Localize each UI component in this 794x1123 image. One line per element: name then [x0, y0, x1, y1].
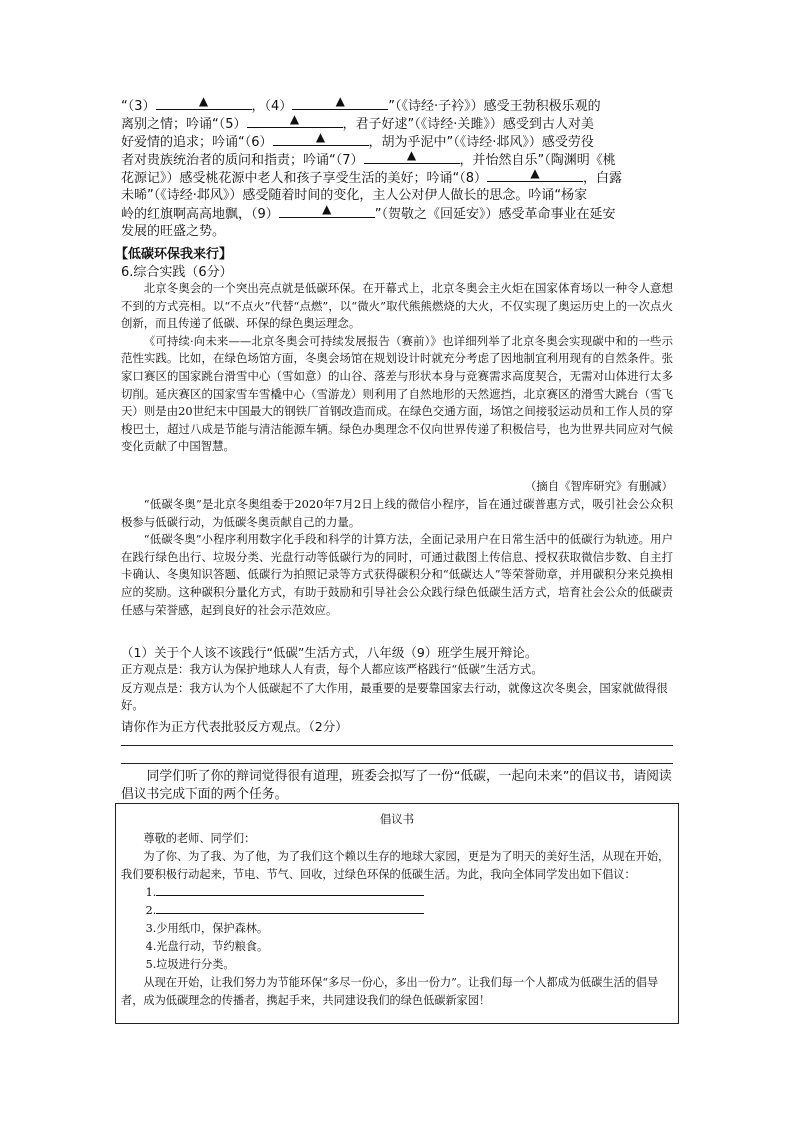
- proposal-body: [121, 830, 673, 1010]
- proposal-title: 倡议书: [379, 812, 415, 826]
- answer-blank-7[interactable]: [364, 148, 460, 164]
- poem-line-2: [121, 112, 681, 134]
- sub-question-1: （1）关于个人该不该践行“低碳”生活方式，八年级（9）班学生展开辩论。: [121, 645, 538, 660]
- proposal-fill-blank-1[interactable]: [156, 884, 424, 896]
- poem-text: ”（贺敬之《回延安》）感受革命事业在延安: [374, 207, 616, 222]
- poem-text: ”（《诗经·子衿》）感受王勃积极乐观的: [388, 99, 601, 114]
- answer-blank-6[interactable]: [273, 130, 369, 146]
- poem-text: ，胡为乎泥中”（《诗经·邶风》）感受劳役: [368, 135, 594, 150]
- answer-blank-3[interactable]: [156, 94, 252, 110]
- poem-text: 好爱情的追求；吟诵“（6）: [121, 135, 273, 150]
- article-paragraph: “低碳冬奥”小程序利用数字化手段和科学的计算方法，全面记录用户在日常生活中的低碳行为轨迹。用户在践行绿色出行、垃圾分类、光盘行动等低碳行为的同时，可通过截图上传信息、授权获取微信步数、自主打卡确认、冬奥知识答题、低碳行为拍照记录等方式获得碳积分和“低碳达人”等荣誉勋章，并用碳积分来兑换相应的奖励。这种碳积分量化方式，有助于鼓励和引导社会公众践行绿色低碳生活方式，培育社会公众的低碳责任感与荣誉感，起到良好的社会示范效应。: [121, 532, 673, 617]
- article-part-1: [121, 280, 673, 456]
- proposal-text: 为了你、为了我、为了他，为了我们这个赖以生存的地球大家园，更是为了明天的美好生活，从现在开始，我们要积极行动起来，节电、节气、回收，过绿色环保的低碳生活。为此，我向全体同学发出如下倡议：: [121, 850, 670, 881]
- poem-line-8: [121, 223, 681, 241]
- poem-line-1: [121, 94, 681, 116]
- triangle-marker-icon: ▲: [315, 130, 326, 144]
- answer-blank-9[interactable]: [279, 202, 375, 218]
- triangle-marker-icon: ▲: [406, 148, 417, 162]
- poem-text: ，君子好逑”（《诗经·关雎》）感受到古人对美: [342, 117, 594, 132]
- triangle-marker-icon: ▲: [198, 94, 209, 108]
- poem-text: ，并怡然自乐”（陶渊明《桃: [459, 153, 616, 168]
- proposal-item-4: 4.光盘行动，节约粮食。: [145, 940, 269, 953]
- proposal-greeting: 尊敬的老师、同学们：: [143, 832, 256, 845]
- triangle-marker-icon: ▲: [335, 94, 345, 108]
- proposal-item-2: 2.: [121, 902, 673, 920]
- poem-text: 发展的旺盛之势。: [121, 224, 226, 239]
- triangle-marker-icon: ▲: [530, 166, 540, 180]
- article-paragraph: 北京冬奥会的一个突出亮点就是低碳环保。在开幕式上，北京冬奥会主火炬在国家体育场以一种令人意想不到的方式亮相。以“不点火”代替“点燃”，以“微火”取代熊熊燃烧的大火，不仅实现了奥运历史上的一次点火创新，而且传递了低碳、环保的绿色奥运理念。: [121, 281, 673, 331]
- poem-text: 岭的红旗啊高高地飘，（9）: [121, 207, 279, 222]
- poem-text: 未晞”（《诗经·邶风》）感受随着时间的变化，主人公对伊人做长的思念。吟诵“杨家: [121, 188, 588, 203]
- poem-text: 者对贵族统治者的质问和指责；吟诵“（7）: [121, 153, 364, 168]
- pro-viewpoint: 正方观点是：我方认为保护地球人人有责，每个人都应该严格践行“低碳”生活方式。: [121, 662, 543, 676]
- poem-line-7: [121, 202, 681, 224]
- proposal-item-3: 3.少用纸巾，保护森林。: [145, 922, 269, 935]
- poem-text: ，白露: [583, 171, 623, 186]
- article-part-2: [121, 496, 673, 619]
- article-paragraph: 《可持续·向未来——北京冬奥会可持续发展报告（赛前）》也详细列举了北京冬奥会实现碳中和的一些示范性实践。比如，在绿色场馆方面，冬奥会场馆在规划设计时就充分考虑了因地制宜利用现有的自然条件。张家口赛区的国家跳台滑雪中心（雪如意）的山谷、落差与形状本身与竞赛需求高度契合，无需对山体进行太多切削。延庆赛区的国家雪车雪橇中心（雪游龙）则利用了自然地形的天然遮挡，北京赛区的滑雪大跳台（雪飞天）则是由20世纪末中国最大的钢铁厂首钢改造而成。在绿色交通方面，场馆之间接驳运动员和工作人员的穿梭巴士，超过八成是节能与清洁能源车辆。绿色办奥理念不仅向世界传递了积极信号，也为世界共同应对气候变化贡献了中国智慧。: [121, 333, 673, 454]
- poem-line-4: [121, 148, 681, 170]
- question-title: 6.综合实践（6分）: [121, 265, 233, 280]
- proposal-item-5: 5.垃圾进行分类。: [145, 958, 235, 971]
- proposal-closing: 从现在开始，让我们努力为节能环保“多尽一份心，多出一份力”。让我们每一个人都成为低碳生活的倡导者，成为低碳理念的传播者，携起手来，共同建设我们的绿色低碳新家园！: [121, 976, 659, 1007]
- answer-line-1[interactable]: [121, 745, 673, 746]
- answer-blank-5[interactable]: [247, 112, 343, 128]
- triangle-marker-icon: ▲: [322, 202, 332, 216]
- poem-text: “（3）: [121, 99, 156, 114]
- answer-line-2[interactable]: [121, 763, 673, 764]
- task-instruction: 请你作为正方代表批驳反方观点。（2分）: [121, 719, 348, 734]
- answer-blank-8[interactable]: [487, 166, 583, 182]
- proposal-item-1: 1.: [121, 884, 673, 902]
- section-heading: 【低碳环保我来行】: [115, 247, 233, 262]
- poem-line-5: [121, 166, 681, 188]
- con-viewpoint: 反方观点是：我方认为个人低碳起不了大作用，最重要的是要靠国家去行动，就像这次冬奥会，国家就做得很好。: [121, 681, 668, 712]
- poem-text: ，（4）: [251, 99, 293, 114]
- proposal-intro: 同学们听了你的辩词觉得很有道理，班委会拟写了一份“低碳，一起向未来”的倡议书，请阅读倡议书完成下面的两个任务。: [121, 769, 672, 802]
- poem-text: 花源记》）感受桃花源中老人和孩子享受生活的美好；吟诵“（8）: [121, 171, 488, 186]
- proposal-box: [115, 803, 679, 1024]
- article-paragraph: “低碳冬奥”是北京冬奥组委于2020年7月2日上线的微信小程序，旨在通过碳普惠方式，吸引社会公众积极参与低碳行动，为低碳冬奥贡献自己的力量。: [121, 497, 673, 529]
- article-source: （摘自《智库研究》有删减）: [524, 479, 673, 493]
- poem-text: 离别之情；吟诵“（5）: [121, 117, 247, 132]
- triangle-marker-icon: ▲: [289, 112, 300, 126]
- answer-blank-4[interactable]: [292, 94, 388, 110]
- poem-line-6: [121, 187, 681, 205]
- proposal-fill-blank-2[interactable]: [156, 902, 424, 914]
